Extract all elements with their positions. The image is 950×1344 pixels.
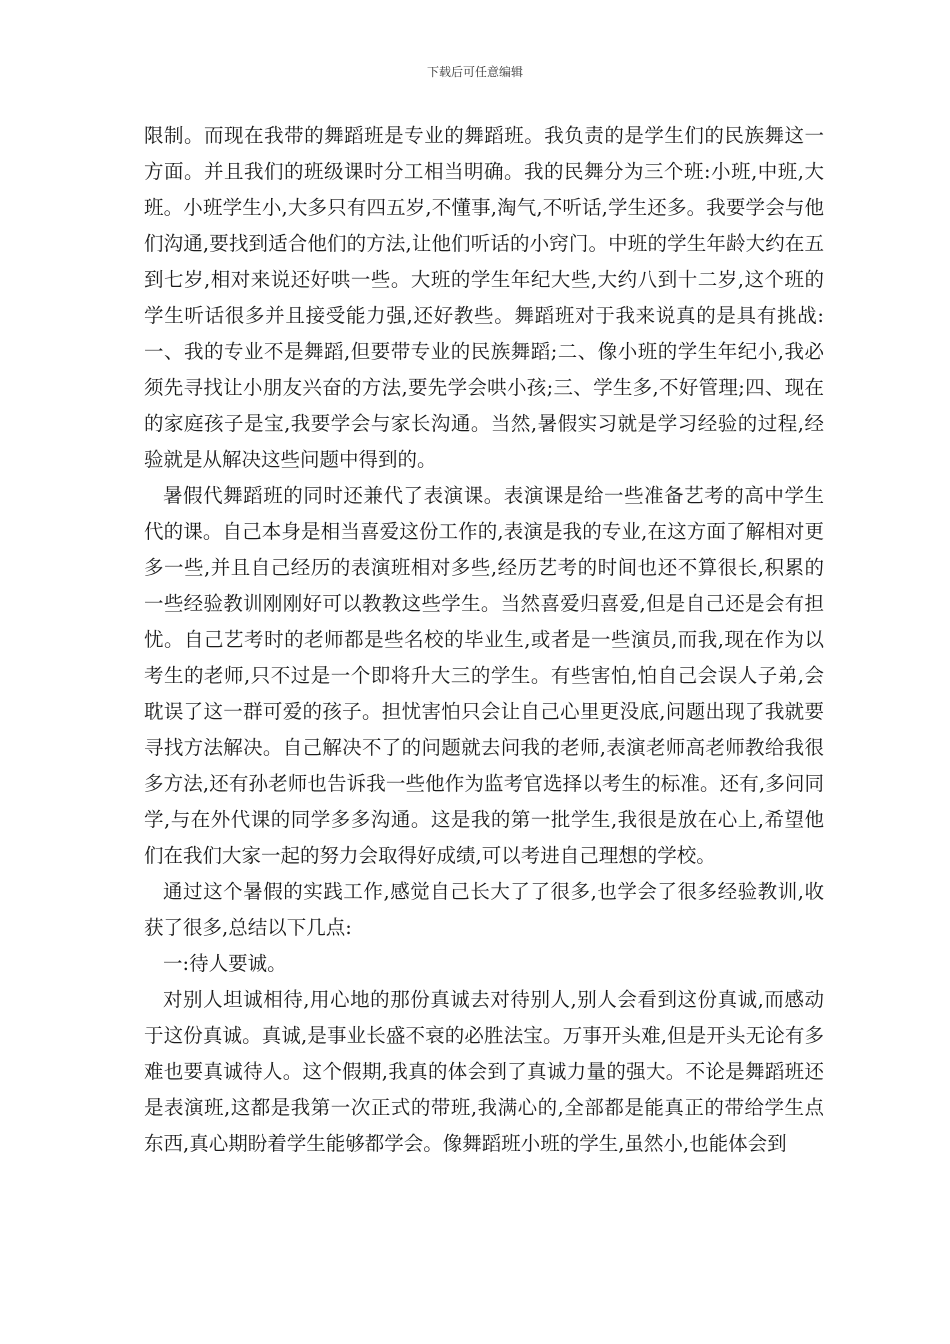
paragraph-sincerity: 对别人坦诚相待,用心地的那份真诚去对待别人,别人会看到这份真诚,而感动于这份真诚。真诚,是事业长盛不衰的必胜法宝。万事开头难,但是开头无论有多难也要真诚待人。这个假期,我真的体会到了真诚力量的强大。不论是舞蹈班还是表演班,这都是我第一次正式的带班,我满心的,全部都是能真正的带给学生点东西,真心期盼着学生能够都学会。像舞蹈班小班的学生,虽然小,也能体会到 bbox=[144, 988, 824, 1155]
page-header: 下载后可任意编辑 bbox=[426, 65, 523, 79]
paragraph-summary-intro: 通过这个暑假的实践工作,感觉自己长大了了很多,也学会了很多经验教训,收获了很多,总结以下几点: bbox=[144, 880, 824, 939]
paragraph-dance-class: 限制。而现在我带的舞蹈班是专业的舞蹈班。我负责的是学生们的民族舞这一方面。并且我们的班级课时分工相当明确。我的民舞分为三个班:小班,中班,大班。小班学生小,大多只有四五岁,不懂事,淘气,不听话,学生还多。我要学会与他们沟通,要找到适合他们的方法,让他们听话的小窍门。中班的学生年龄大约在五到七岁,相对来说还好哄一些。大班的学生年纪大些,大约八到十二岁,这个班的学生听话很多并且接受能力强,还好教些。舞蹈班对于我来说真的是具有挑战:一、我的专业不是舞蹈,但要带专业的民族舞蹈;二、像小班的学生年纪小,我必须先寻找让小朋友兴奋的方法,要先学会哄小孩;三、学生多,不好管理;四、现在的家庭孩子是宝,我要学会与家长沟通。当然,暑假实习就是学习经验的过程,经验就是从解决这些问题中得到的。 bbox=[144, 124, 824, 471]
document-body bbox=[144, 118, 824, 1162]
paragraph-acting-class: 暑假代舞蹈班的同时还兼代了表演课。表演课是给一些准备艺考的高中学生代的课。自己本身是相当喜爱这份工作的,表演是我的专业,在这方面了解相对更多一些,并且自己经历的表演班相对多些,经历艺考的时间也还不算很长,积累的一些经验教训刚刚好可以教教这些学生。当然喜爱归喜爱,但是自己还是会有担忧。自己艺考时的老师都是些名校的毕业生,或者是一些演员,而我,现在作为以考生的老师,只不过是一个即将升大三的学生。有些害怕,怕自己会误人子弟,会耽误了这一群可爱的孩子。担忧害怕只会让自己心里更没底,问题出现了我就要寻找方法解决。自己解决不了的问题就去问我的老师,表演老师高老师教给我很多方法,还有孙老师也告诉我一些他作为监考官选择以考生的标准。还有,多问同学,与在外代课的同学多多沟通。这是我的第一批学生,我很是放在心上,希望他们在我们大家一起的努力会取得好成绩,可以考进自己理想的学校。 bbox=[144, 484, 824, 867]
paragraph-point-one-heading: 一:待人要诚。 bbox=[163, 952, 287, 975]
